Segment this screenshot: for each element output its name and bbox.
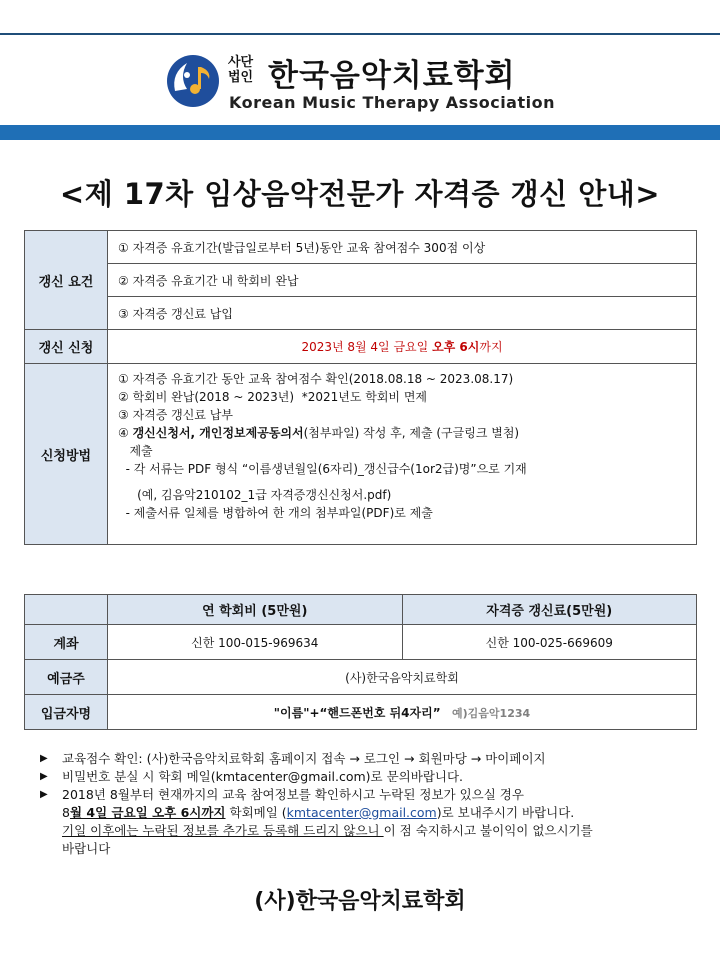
header-band <box>0 125 720 140</box>
holder-label: 예금주 <box>25 660 108 695</box>
method-4-example: (예, 김음악210102_1급 자격증갱신신청서.pdf) <box>118 488 392 502</box>
method-1: ① 자격증 유효기간 동안 교육 참여점수 확인(2018.08.18 ~ 2023.08.17) <box>118 372 514 386</box>
method-4-format: - 각 서류는 PDF 형식 “이름생년월일(6자리)_갱신급수(1or2급)명”으로 기재 <box>118 462 527 476</box>
requirement-3: ③ 자격증 갱신료 납입 <box>108 297 697 330</box>
notice-list <box>40 750 712 858</box>
triangle-bullet-icon: ▶ <box>40 789 48 800</box>
requirement-2: ② 자격증 유효기간 내 학회비 완납 <box>108 264 697 297</box>
method-2: ② 학회비 완납(2018 ~ 2023년) *2021년도 학회비 면제 <box>118 390 428 404</box>
header-annual-fee: 연 학회비 (5만원) <box>108 595 403 625</box>
account-renewal-fee: 신한 100-025-669609 <box>402 625 697 660</box>
notice-3: ▶ 2018년 8월부터 현재까지의 교육 참여정보를 확인하시고 누락된 정보가 있으실 경우 <box>40 787 524 802</box>
notice-3-line-3: 기일 이후에는 누락된 정보를 추가로 등록해 드리지 않으니 이 점 숙지하시고 불이익이 없으시기를 <box>62 823 593 838</box>
method-4-merge: - 제출서류 일체를 병합하여 한 개의 첨부파일(PDF)로 제출 <box>118 506 433 520</box>
account-annual-fee: 신한 100-015-969634 <box>108 625 403 660</box>
method-4-continued: 제출 <box>118 444 153 458</box>
account-label: 계좌 <box>25 625 108 660</box>
notice-3-line-2: 8월 4일 금요일 오후 6시까지 학회메일 (kmtacenter@gmail.com)로 보내주시기 바랍니다. <box>62 805 575 820</box>
method-4: ④ 갱신신청서, 개인정보제공동의서(첨부파일) 작성 후, 제출 (구글링크 별첨) <box>118 426 520 440</box>
page-title: <제 17차 임상음악전문가 자격증 갱신 안내> <box>59 177 661 211</box>
notice-1: ▶ 교육점수 확인: (사)한국음악치료학회 홈페이지 접속 → 로그인 → 회원마당 → 마이페이지 <box>40 751 546 766</box>
account-holder: (사)한국음악치료학회 <box>108 660 697 695</box>
header-renewal-fee: 자격증 갱신료(5만원) <box>402 595 697 625</box>
method-label: 신청방법 <box>25 364 108 545</box>
music-note-logo-icon <box>165 53 221 109</box>
depositor-name-format: "이름"+“핸드폰번호 뒤4자리” 예)김음악1234 <box>108 695 697 730</box>
triangle-bullet-icon: ▶ <box>40 753 48 764</box>
notice-3-line-4: 바랍니다 <box>62 841 111 856</box>
notice-2: ▶ 비밀번호 분실 시 학회 메일(kmtacenter@gmail.com)로 문의바랍니다. <box>40 769 464 784</box>
org-name-english: Korean Music Therapy Association <box>229 93 555 112</box>
payment-header-blank <box>25 595 108 625</box>
deadline-label: 갱신 신청 <box>25 330 108 364</box>
method-list <box>108 364 697 545</box>
payment-table <box>24 594 697 730</box>
depositor-label: 입금자명 <box>25 695 108 730</box>
org-name-korean: 한국음악치료학회 <box>268 58 516 94</box>
deadline-value: 2023년 8월 4일 금요일 오후 6시까지 <box>108 330 697 364</box>
footer-org-name: (사)한국음악치료학회 <box>254 889 466 914</box>
renewal-info-table <box>24 230 697 545</box>
requirements-label: 갱신 요건 <box>25 231 108 330</box>
corporation-type: 사단 법인 <box>228 55 254 85</box>
email-link[interactable]: kmtacenter@gmail.com <box>286 805 437 820</box>
triangle-bullet-icon: ▶ <box>40 771 48 782</box>
method-3: ③ 자격증 갱신료 납부 <box>118 408 233 422</box>
requirement-1: ① 자격증 유효기간(발급일로부터 5년)동안 교육 참여점수 300점 이상 <box>108 231 697 264</box>
